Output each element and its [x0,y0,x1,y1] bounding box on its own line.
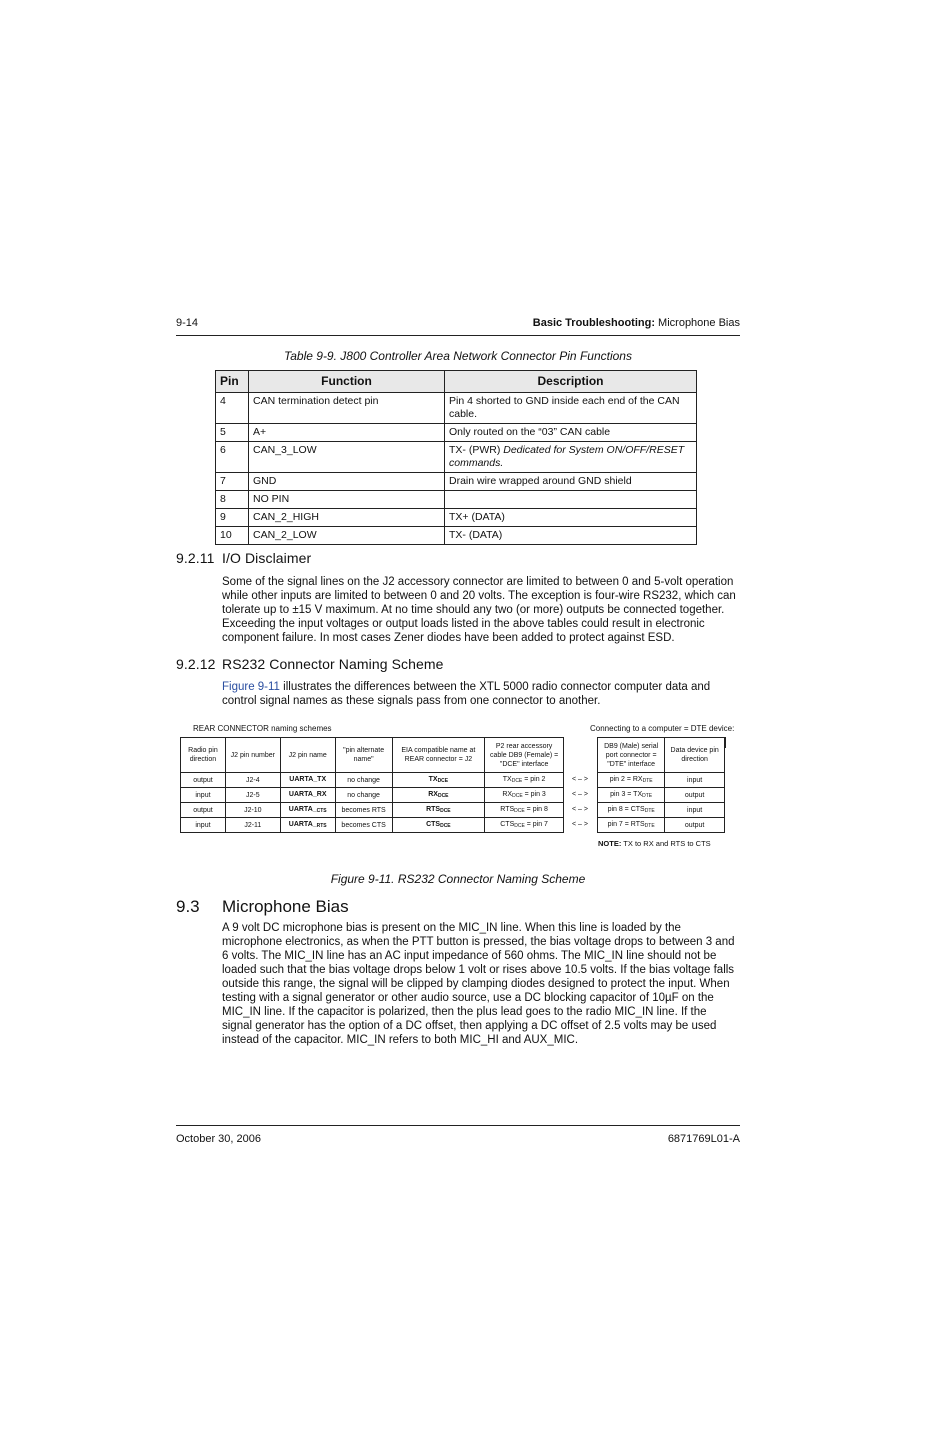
rear-connector-label: REAR CONNECTOR naming schemes [193,724,332,733]
diag-dte-dir: input [665,803,725,818]
table-row [216,527,697,545]
cell-description: TX+ (DATA) [445,509,697,527]
diag-alt: no change [335,788,392,803]
diag-p2-tail: = pin 3 [522,791,546,798]
cell-function: CAN_2_LOW [249,527,445,545]
figure-caption: Figure 9-11. RS232 Connector Naming Scheme [330,872,586,886]
running-header-bold: Basic Troubleshooting: [532,317,655,329]
cell-pin: 10 [216,527,249,545]
diag-dir: output [181,803,226,818]
section-heading-rs232-naming [176,656,444,672]
cell-description: Drain wire wrapped around GND shield [445,473,697,491]
cell-pin: 9 [216,509,249,527]
connection-arrow: < – > [572,791,588,798]
cell-description: TX- (DATA) [445,527,697,545]
diag-row [181,773,564,788]
diag-p2-main: RTS [500,806,515,813]
diag-header: Radio pin direction [181,738,226,773]
section-heading-microphone-bias [176,897,349,917]
diag-eia-main: TX [428,776,438,783]
diag-eia [392,803,485,818]
diag-p2 [485,788,564,803]
diag-pin-num: J2-11 [225,818,280,833]
diag-header: J2 pin name [280,738,335,773]
cell-description [445,442,697,473]
diag-pin-name-main: UARTA_ [288,806,317,813]
table-row [216,473,697,491]
diag-eia-main: RTS [426,806,441,813]
table-caption: Table 9-9. J800 Controller Area Network Connector Pin Functions [284,349,632,363]
figure-link[interactable]: Figure 9-11 [222,681,280,693]
rear-connector-table [180,737,564,833]
page-number: 9-14 [176,317,199,329]
diag-row [598,803,725,818]
running-header-rest: Microphone Bias [655,317,740,329]
table-row [216,509,697,527]
diag-eia-sub: DCE [437,778,449,784]
diag-pin-name-main: UARTA_ [288,821,317,828]
cell-function: CAN_2_HIGH [249,509,445,527]
diag-port [598,818,665,833]
col-header-description: Description [445,371,697,393]
cell-function: GND [249,473,445,491]
diag-row [598,773,725,788]
diag-row [598,788,725,803]
cell-function: NO PIN [249,491,445,509]
diag-p2-sub: DCE [514,823,525,829]
diag-eia-main: RX [428,791,438,798]
diag-pin-name [280,788,335,803]
diag-alt: becomes CTS [335,818,392,833]
io-disclaimer-paragraph: Some of the signal lines on the J2 accessory connector are limited to between 0 and 5-volt operation while other inputs are limited to between 0 and 20 volts. The exception is four-wire RS232, which can tolerate up to ±15 V maximum. At no time should any two (or more) outputs be connected together. Exceeding the input voltages or output loads listed in the above tables could result in electronic component failure. In most cases Zener diodes have been added to protect against ESD. [222,576,736,644]
section-title: RS232 Connector Naming Scheme [222,656,444,672]
diag-port-sub: DTE [642,778,653,784]
diag-pin-name-sub: RTS [316,823,327,829]
connection-arrow: < – > [572,806,588,813]
diag-eia-main: CTS [426,821,441,828]
col-header-function: Function [249,371,445,393]
diag-pin-name-sub: CTS [316,808,327,814]
diag-row [181,788,564,803]
diag-pin-name [280,803,335,818]
diagram-note [598,839,711,848]
diag-alt: becomes RTS [335,803,392,818]
header-rule [176,335,740,336]
diag-alt: no change [335,773,392,788]
diag-port-main: pin 8 = CTS [607,806,645,813]
diag-header: J2 pin number [225,738,280,773]
diag-dte-dir: output [665,818,725,833]
diag-port-sub: DTE [644,823,655,829]
footer-rule [176,1125,740,1126]
diag-p2-main: TX [502,776,512,783]
rs232-naming-paragraph [222,680,738,708]
microphone-bias-paragraph: A 9 volt DC microphone bias is present on the MIC_IN line. When this line is loaded by the microphone electronics, as when the PTT button is pressed, the bias voltage drops to between 3 and 6 volts. The MIC_IN line has an AC input impedance of 560 ohms. The MIC_IN line should not be loaded such that the bias voltage drops below 1 volt or rises above 10.5 volts. If the bias voltage falls outside this range, the signal will be clipped by clamping diodes designed to protect the input. When testing with a signal generator or other audio source, use a DC blocking capacitor of 10µF on the MIC_IN line. If the capacitor is polarized, then the plus lead goes to the radio MIC_IN line. If the signal generator has the option of a DC offset, then applying a DC offset of 2.5 volts may be used instead of the capacitor. MIC_IN refers to both MIC_HI and AUX_MIC. [222,922,735,1046]
diag-pin-num: J2-5 [225,788,280,803]
pin-functions-table [215,370,697,545]
diag-eia-sub: DCE [440,823,451,829]
diag-eia [392,788,485,803]
footer-doc-number: 6871769L01-A [667,1133,740,1145]
diag-header: P2 rear accessory cable DB9 (Female) = "DCE" interface [485,738,564,773]
diag-p2-sub: DCE [512,793,523,799]
diag-dte-dir: input [665,773,725,788]
footer-date: October 30, 2006 [176,1133,262,1145]
section-number: 9.2.11 [176,550,215,566]
dte-device-label: Connecting to a computer = DTE device: [590,724,735,733]
diag-row [181,803,564,818]
diag-pin-name [280,818,335,833]
diag-eia-sub: DCE [437,793,449,799]
cell-pin: 6 [216,442,249,473]
diag-port-main: pin 2 = RX [609,776,643,783]
diag-port [598,803,665,818]
diag-row [181,818,564,833]
cell-description [445,491,697,509]
cell-pin: 4 [216,393,249,424]
diag-dir: input [181,818,226,833]
diag-header: EIA compatible name at REAR connector = J2 [392,738,485,773]
diag-eia-sub: DCE [440,808,451,814]
cell-description-italic: Dedicated for System ON/OFF/RESET commands. [449,444,685,469]
diag-eia [392,818,485,833]
diag-port-main: pin 7 = RTS [607,821,645,828]
running-header [533,317,740,329]
table-row [216,491,697,509]
cell-pin: 7 [216,473,249,491]
diag-p2-main: CTS [500,821,515,828]
cell-description-plain: TX- (PWR) [449,444,504,456]
section-heading-io-disclaimer [176,550,311,566]
connection-arrow: < – > [572,776,588,783]
table-row [216,393,697,424]
diag-eia [392,773,485,788]
cell-description: Pin 4 shorted to GND inside each end of the CAN cable. [445,393,697,424]
diag-dir: output [181,773,226,788]
cell-function: CAN_3_LOW [249,442,445,473]
diag-port-main: pin 3 = TX [610,791,643,798]
diag-row [598,818,725,833]
diag-dte-dir: output [665,788,725,803]
table-row [216,442,697,473]
section-title: I/O Disclaimer [222,550,312,566]
diag-p2-sub: DCE [514,808,525,814]
diag-p2-tail: = pin 8 [524,806,548,813]
diag-header: "pin alternate name" [335,738,392,773]
connection-arrow: < – > [572,821,588,828]
cell-function: A+ [249,424,445,442]
diag-header: DB9 (Male) serial port connector = "DTE" interface [598,738,665,773]
diag-port [598,773,665,788]
diag-pin-num: J2-10 [225,803,280,818]
diagram-note-text: TX to RX and RTS to CTS [621,839,711,848]
diag-dir: input [181,788,226,803]
section-title: Microphone Bias [222,897,349,916]
diag-pin-name-main: UARTA_TX [289,776,327,783]
diag-p2-tail: = pin 7 [524,821,548,828]
dte-connector-table [597,737,725,833]
diag-p2-main: RX [502,791,513,798]
diag-header: Data device pin direction [665,738,725,773]
diag-port-sub: DTE [644,808,655,814]
section-number: 9.2.12 [176,656,216,672]
diag-p2-tail: = pin 2 [522,776,546,783]
cell-pin: 5 [216,424,249,442]
paragraph-text: illustrates the differences between the XTL 5000 radio connector computer data and control signal names as these signals pass from one connector to another. [222,681,711,707]
diag-pin-name-main: UARTA_RX [288,791,327,798]
cell-function: CAN termination detect pin [249,393,445,424]
cell-description: Only routed on the “03” CAN cable [445,424,697,442]
diag-p2 [485,803,564,818]
section-number: 9.3 [176,897,200,916]
cell-pin: 8 [216,491,249,509]
table-row [216,424,697,442]
diag-p2 [485,773,564,788]
diag-port [598,788,665,803]
diag-pin-num: J2-4 [225,773,280,788]
diag-p2 [485,818,564,833]
col-header-pin: Pin [216,371,249,393]
diag-p2-sub: DCE [511,778,523,784]
diagram-note-label: NOTE: [598,839,622,848]
diag-port-sub: DTE [642,793,653,799]
diag-pin-name [280,773,335,788]
